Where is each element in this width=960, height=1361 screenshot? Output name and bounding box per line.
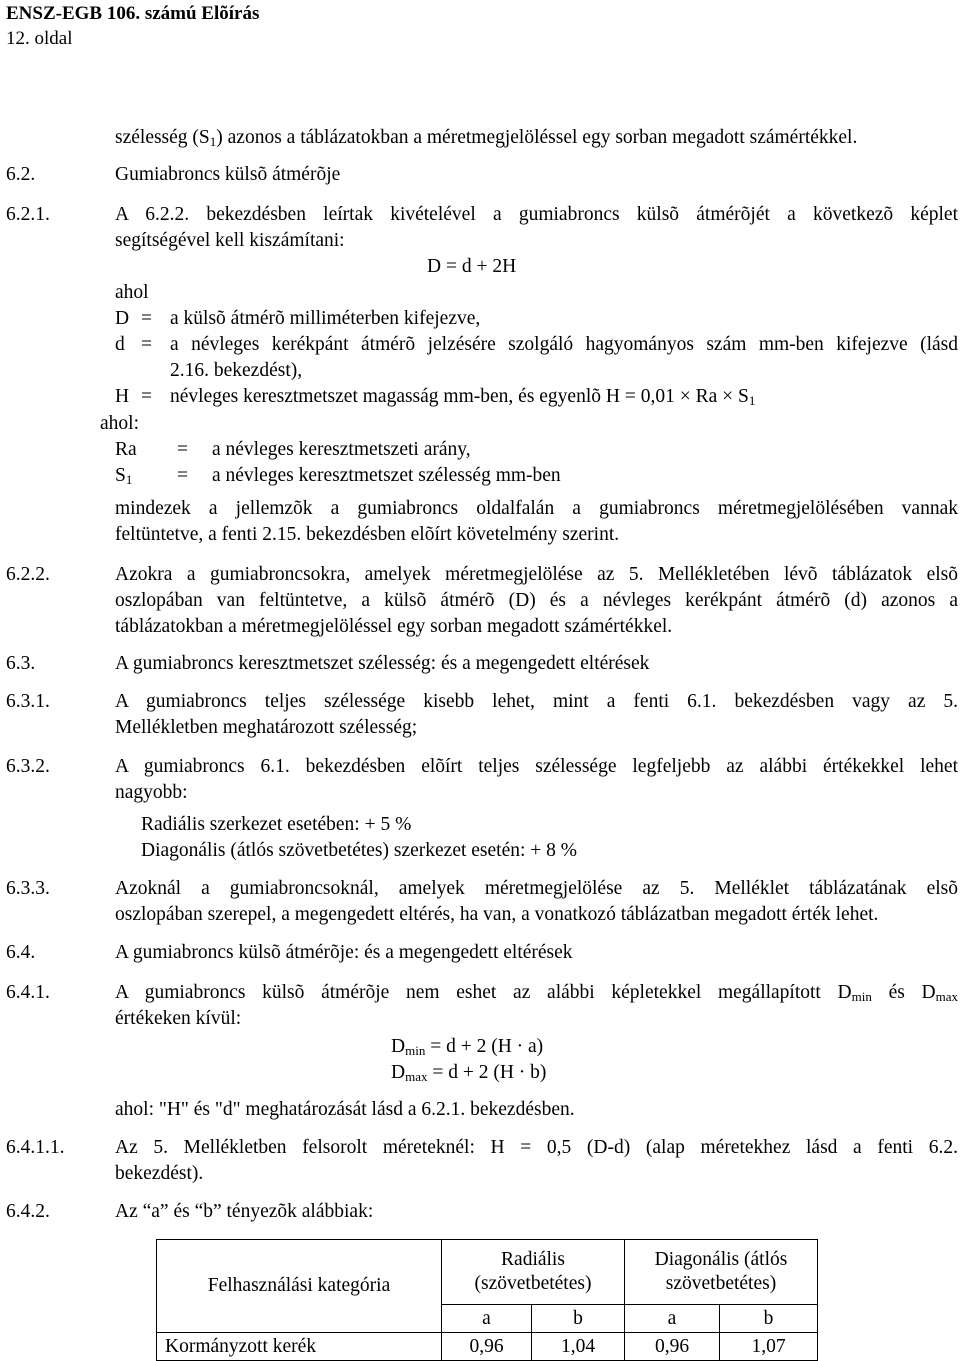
section-number: 6.2. [6,164,36,185]
definition-text: a külsõ átmérõ milliméterben kifejezve, [170,308,481,329]
paragraph-line: Azokra a gumiabroncsokra, amelyek méretmegjelölése az 5. Mellékletében lévõ táblázatok elsõ [115,564,958,585]
section-number: 6.3.3. [6,878,50,899]
section-number: 6.2.1. [6,204,50,225]
row-label: Kormányzott kerék [157,1333,442,1361]
equals-sign: = [141,308,152,329]
cell-diagonal-a: 0,96 [625,1333,720,1361]
paragraph-line: Azoknál a gumiabroncsoknál, amelyek méretmegjelölése az 5. Melléklet táblázatának elsõ [115,878,958,899]
paragraph-line: A gumiabroncs 6.1. bekezdésben elõírt teljes szélessége legfeljebb az alábbi értékekkel lehet [115,756,958,777]
paragraph-line: feltüntetve, a fenti 2.15. bekezdésben elõírt követelmény szerint. [115,524,620,545]
paragraph-line: Az 5. Mellékletben felsorolt méreteknél: H = 0,5 (D-d) (alap méretekhez lásd a fenti 6.2. [115,1137,958,1158]
definition-symbol: $S_1$ [115,465,133,487]
cell-radial-b: 1,04 [532,1333,625,1361]
definition-symbol: D [115,308,130,329]
paragraph-line: táblázatokban a méretmegjelöléssel egy sorban megadott számértékkel. [115,616,673,637]
paragraph-line: nagyobb: [115,782,188,803]
paragraph-line: oszlopában szerepel, a megengedett eltérés, ha van, a vonatkozó táblázatban megadott érték lehet. [115,904,879,925]
paragraph-line: értékeken kívül: [115,1008,242,1029]
equals-sign: = [141,334,152,355]
paragraph-line: segítségével kell kiszámítani: [115,230,345,251]
definition-text: 2.16. bekezdést), [170,360,303,381]
section-number: 6.3. [6,653,36,674]
definition-symbol: Ra [115,439,137,460]
subheader-a: a [442,1305,532,1333]
cell-diagonal-b: 1,07 [720,1333,818,1361]
definition-text: a névleges keresztmetszet szélesség mm-ben [212,465,561,486]
section-number: 6.3.2. [6,756,50,777]
section-heading: Gumiabroncs külsõ átmérõje [115,164,341,185]
cell-radial-a: 0,96 [442,1333,532,1361]
definition-text: a névleges kerékpánt átmérõ jelzésére szolgáló hagyományos szám mm-ben kifejezve (lásd [170,334,958,355]
paragraph-line: A gumiabroncs teljes szélessége kisebb lehet, mint a fenti 6.1. bekezdésben vagy az 5. [115,691,958,712]
paragraph-line: A 6.2.2. bekezdésben leírtak kivételével a gumiabroncs külsõ átmérõjét a következõ képlet [115,204,958,225]
factor-table [156,1239,818,1361]
section-heading: A gumiabroncs keresztmetszet szélesség: és a megengedett eltérések [115,653,650,674]
header-category: Felhasználási kategória [157,1240,442,1333]
paragraph-line: A gumiabroncs külsõ átmérõje nem eshet az alábbi képletekkel megállapított $D_{min}$ és $D_{max}$ [115,982,958,1004]
section-number: 6.4. [6,942,36,963]
section-number: 6.2.2. [6,564,50,585]
header-radial: Radiális (szövetbetétes) [442,1240,625,1305]
subheader-a: a [625,1305,720,1333]
subheader-b: b [720,1305,818,1333]
paragraph-line: oszlopában van feltüntetve, a külsõ átmérõ (D) és a névleges kerékpánt átmérõ (d) azonos a [115,590,958,611]
formula-dmax: $D_{max} = d + 2$ (H · b) [391,1062,547,1084]
section-number: 6.4.2. [6,1201,50,1222]
equals-sign: = [177,439,188,460]
equals-sign: = [141,386,152,407]
paragraph-line: Az “a” és “b” tényezõk alábbiak: [115,1201,374,1222]
text-line: szélesség $(S_1)$ azonos a táblázatokban a méretmegjelöléssel egy sorban megadott számértékkel. [115,127,858,149]
definition-symbol: d [115,334,125,355]
paragraph-line: Mellékletben meghatározott szélesség; [115,717,418,738]
equals-sign: = [177,465,188,486]
tolerance-radial: Radiális szerkezet esetében: + 5 % [141,814,412,835]
paragraph-line: mindezek a jellemzõk a gumiabroncs oldalfalán a gumiabroncs méretmegjelölésében vannak [115,498,958,519]
tolerance-diagonal: Diagonális (átlós szövetbetétes) szerkezet esetén: + 8 % [141,840,578,861]
section-heading: A gumiabroncs külsõ átmérõje: és a megengedett eltérések [115,942,573,963]
section-number: 6.4.1. [6,982,50,1003]
definition-text: névleges keresztmetszet magasság mm-ben, és egyenlõ $H = 0,01 \times Ra \times S_1$ [170,386,756,408]
subheader-b: b [532,1305,625,1333]
text-line: ahol [115,282,149,303]
paragraph-line: ahol: "H" és "d" meghatározását lásd a 6.2.1. bekezdésben. [115,1099,575,1120]
formula: D = d + 2H [427,256,517,277]
document-title: ENSZ-EGB 106. számú Elõírás [6,3,260,24]
text-line: ahol: [100,413,139,434]
section-number: 6.3.1. [6,691,50,712]
formula-dmin: $D_{min} = d + 2$ (H · a) [391,1036,544,1058]
definition-symbol: H [115,386,130,407]
definition-text: a névleges keresztmetszeti arány, [212,439,471,460]
table-row [157,1333,818,1361]
paragraph-line: bekezdést). [115,1163,204,1184]
section-number: 6.4.1.1. [6,1137,65,1158]
page-number: 12. oldal [6,28,73,49]
header-diagonal: Diagonális (átlós szövetbetétes) [625,1240,818,1305]
